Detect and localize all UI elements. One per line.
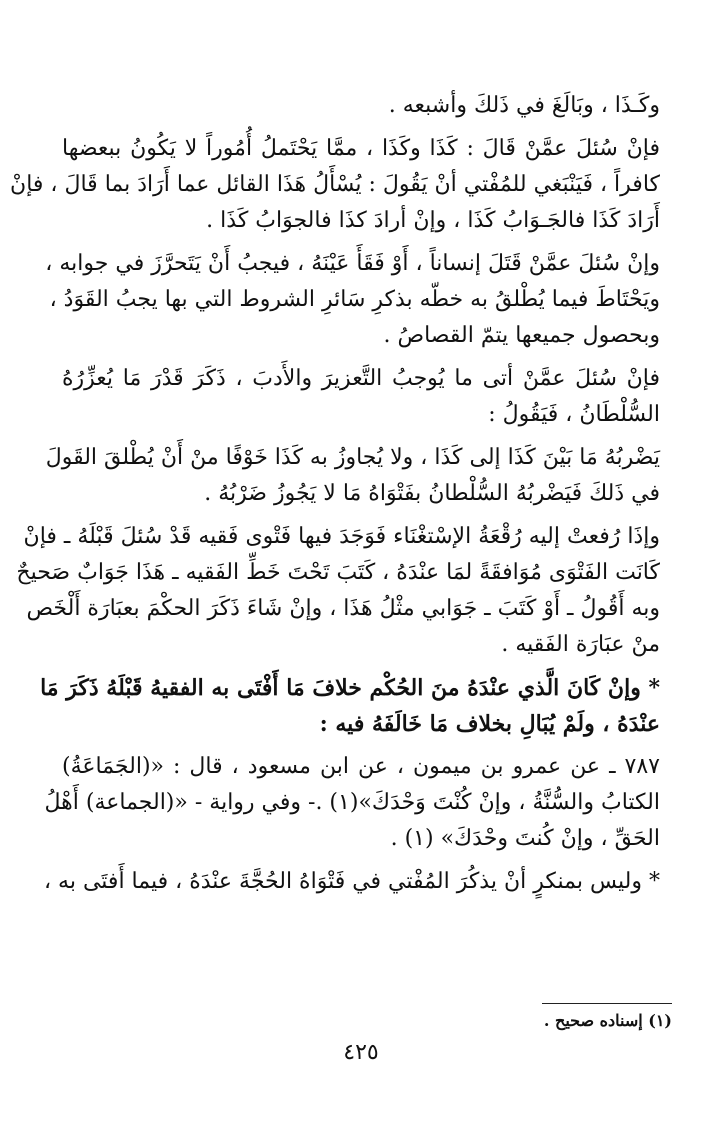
text-line: فإنْ سُئلَ عمَّنْ قَالَ : كَذَا وكَذَا ، ممَّا يَحْتَملُ أُمُوراً لا يَكُونُ ببعضها: [62, 136, 660, 161]
paragraph: [45, 440, 660, 512]
text-line: السُّلْطَانُ ، فَيَقُولُ :: [488, 402, 660, 427]
text-line: منْ عبَارَة الفَقيه .: [501, 632, 660, 657]
text-line: عنْدَهُ ، ولَمْ يُبَالِ بخلاف مَا خَالَفَهُ فيه :: [319, 711, 660, 737]
text-line: الحَقِّ ، وإنْ كُنتَ وحْدَكَ» (١) .: [390, 826, 660, 851]
text-line: فإنْ سُئلَ عمَّنْ أتى ما يُوجبُ التَّعزيرَ والأَدبَ ، ذَكَرَ قَدْرَ مَا يُعزِّرُهُ: [62, 366, 660, 391]
text-line: وإنْ سُئلَ عمَّنْ قَتَلَ إنساناً ، أَوْ فَقَأَ عَيْنَهُ ، فيجبُ أَنْ يَتَحرَّزَ في جوابه ،: [45, 251, 660, 276]
text-line: * وإنْ كَانَ الَّذي عنْدَهُ منَ الحُكْم خلافَ مَا أَفْتَى به الفقيهُ قَبْلَهُ ذَكَرَ مَا: [40, 675, 660, 701]
page-number: ٤٢٥: [343, 1040, 379, 1065]
paragraph: [62, 88, 660, 124]
text-line: ويَحْتَاطَ فيما يُطْلقُ به خطّه بذكرِ سَائرِ الشروط التي بها يجبُ القَوَدُ ،: [49, 287, 660, 312]
text-line: أَرَادَ كَذَا فالجَـوَابُ كَذَا ، وإنْ أرادَ كذَا فالجوَابُ كَذَا .: [206, 208, 660, 233]
text-line: ٧٨٧ ـ عن عمرو بن ميمون ، عن ابن مسعود ، قال : «(الجَمَاعَةُ): [62, 754, 660, 779]
paragraph: [62, 361, 660, 433]
paragraph: [10, 131, 660, 239]
text-line: في ذَلكَ فَيَضْربُهُ السُّلْطانُ بفَتْوَاهُ مَا لا يَجُوزُ ضَرْبُهُ .: [204, 481, 660, 506]
paragraph: [45, 246, 660, 354]
paragraph: [43, 864, 660, 900]
paragraph: [44, 749, 660, 857]
text-line: كَانَت الفَتْوَى مُوَافقَةً لمَا عنْدَهُ ، كَتَبَ تَحْتَ خَطِّ الفَقيه ـ هَذَا جَوَابٌ صَحيحٌ: [16, 560, 660, 585]
text-line: وبحصول جميعها يتمّ القصاصُ .: [383, 323, 660, 348]
footnote: (١) إسناده صحيح .: [543, 1011, 672, 1030]
text-line: الكتابُ والسُّنَّةُ ، وإنْ كُنْتَ وَحْدَكَ»(١) .- وفي رواية - «(الجماعة) أَهْلُ: [44, 790, 660, 815]
text-line: وإذَا رُفعتْ إليه رُقْعَةُ الإسْتغْنَاء فَوَجَدَ فيها فَتْوى فَقيه قَدْ سُئلَ قَبْلَهُ ـ فإنْ: [23, 524, 660, 549]
text-line: كافراً ، فَيَنْبَغي للمُفْتي أنْ يَقُولَ : يُسْأَلُ هَذَا القائل عما أَرَادَ بما قَالَ ، فإنْ: [10, 172, 660, 197]
footnote-divider: [542, 1003, 672, 1004]
text-line: وكَـذَا ، وبَالَغَ في ذَلكَ وأشبعه .: [388, 93, 660, 118]
section-heading: [40, 670, 660, 742]
text-line: * وليس بمنكرٍ أنْ يذكُرَ المُفْتي في فَتْوَاهُ الحُجَّةَ عنْدَهُ ، فيما أَفتَى به ،: [43, 869, 660, 894]
text-line: وبه أَقُولُ ـ أَوْ كَتَبَ ـ جَوَابي مثْلُ هَذَا ، وإنْ شَاءَ ذَكَرَ الحكْمَ بعبَارَة أَلْخَص: [26, 596, 660, 621]
text-line: يَضْربُهُ مَا بَيْنَ كَذَا إلى كَذَا ، ولا يُجاوزُ به كَذَا خَوْفًا منْ أَنْ يُطْلقَ القَولَ: [45, 445, 660, 470]
paragraph: [16, 519, 660, 663]
body-text: [10, 88, 660, 907]
